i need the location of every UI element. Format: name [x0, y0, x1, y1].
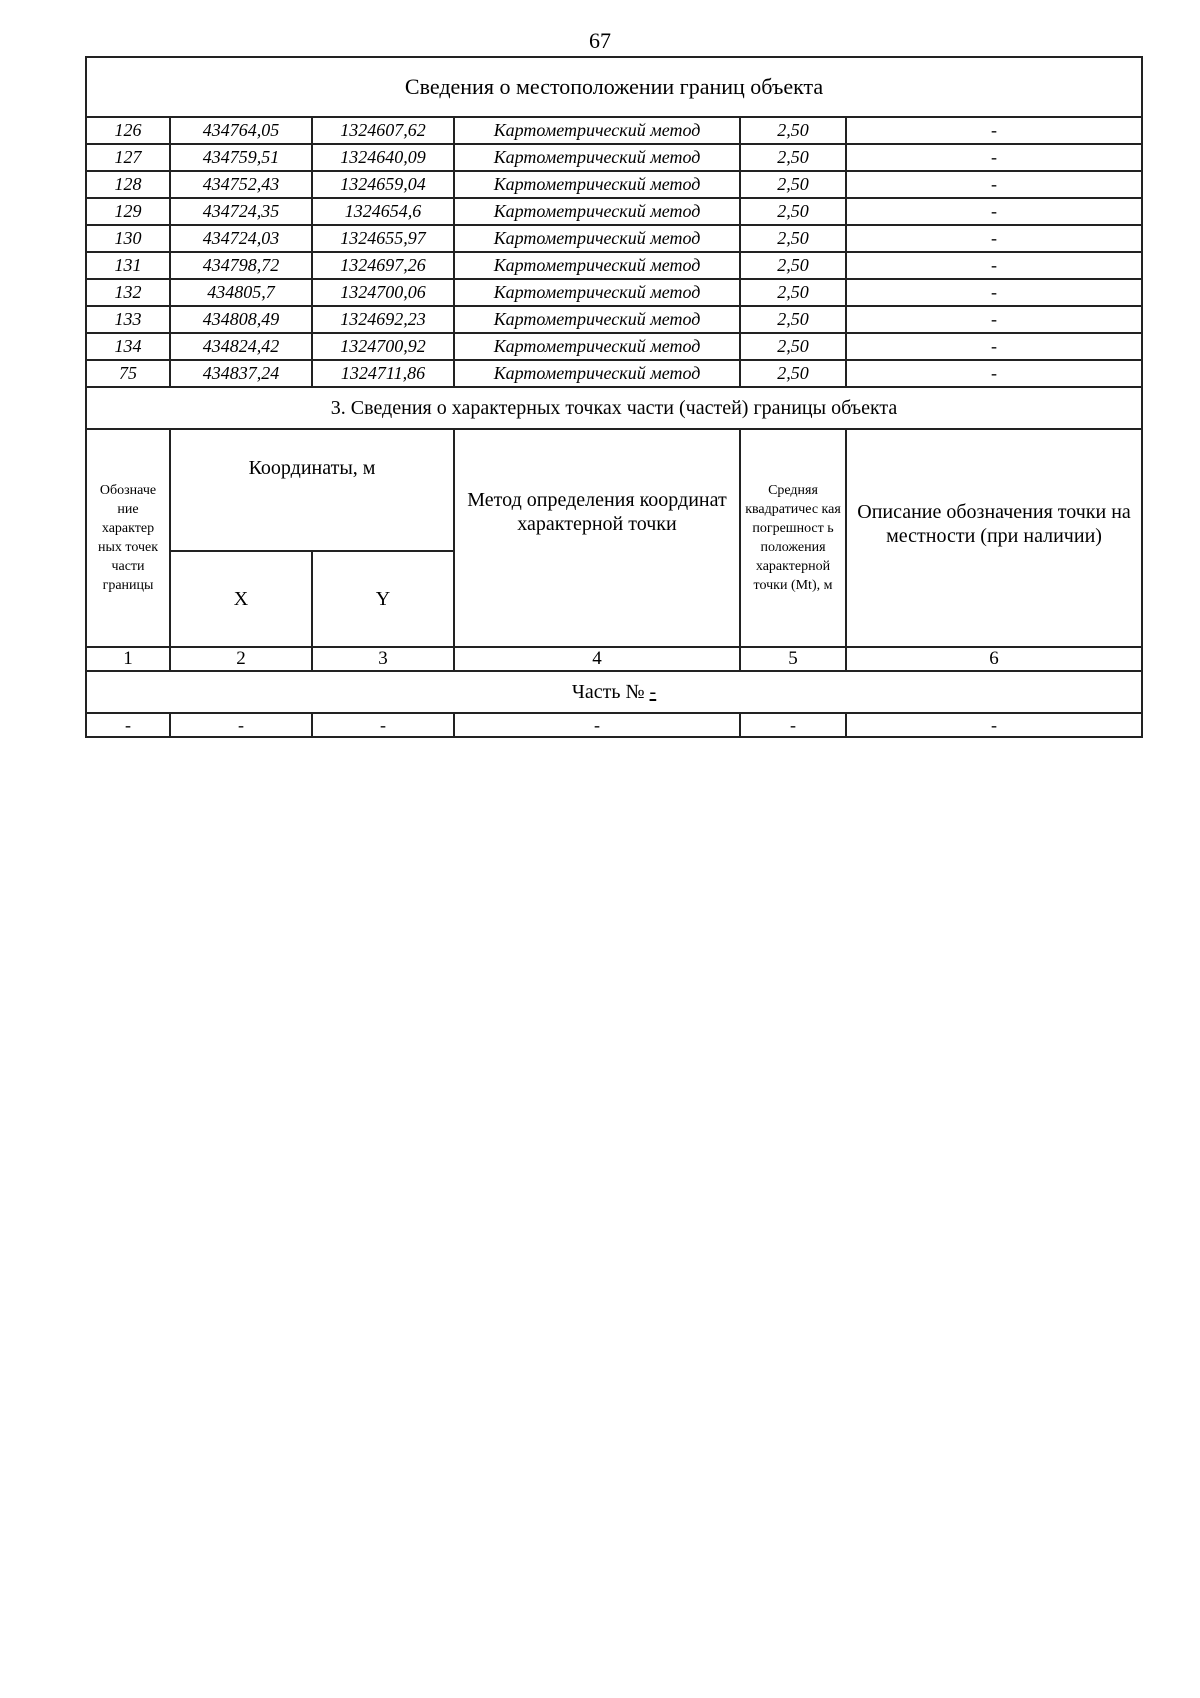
empty-cell: -	[740, 713, 846, 737]
cell-y: 1324655,97	[312, 225, 454, 252]
cell-description: -	[846, 279, 1142, 306]
cell-x: 434752,43	[170, 171, 312, 198]
cell-accuracy: 2,50	[740, 171, 846, 198]
cell-description: -	[846, 117, 1142, 144]
cell-x: 434837,24	[170, 360, 312, 387]
cell-y: 1324711,86	[312, 360, 454, 387]
cell-method: Картометрический метод	[454, 225, 740, 252]
header-accuracy: Средняя квадратичес кая погрешност ь положения характерной точки (Mt), м	[740, 429, 846, 647]
cell-point: 128	[86, 171, 170, 198]
empty-cell: -	[846, 713, 1142, 737]
cell-accuracy: 2,50	[740, 144, 846, 171]
cell-y: 1324607,62	[312, 117, 454, 144]
cell-accuracy: 2,50	[740, 333, 846, 360]
table-row	[86, 171, 1142, 198]
cell-method: Картометрический метод	[454, 171, 740, 198]
header-row-top	[86, 429, 1142, 551]
cell-accuracy: 2,50	[740, 279, 846, 306]
empty-cell: -	[86, 713, 170, 737]
cell-description: -	[846, 144, 1142, 171]
cell-accuracy: 2,50	[740, 117, 846, 144]
header-description: Описание обозначения точки на местности (при наличии)	[846, 429, 1142, 647]
cell-y: 1324700,06	[312, 279, 454, 306]
table-row	[86, 117, 1142, 144]
cell-x: 434764,05	[170, 117, 312, 144]
page-number: 67	[589, 28, 611, 53]
empty-part-row	[86, 713, 1142, 737]
cell-method: Картометрический метод	[454, 252, 740, 279]
cell-x: 434824,42	[170, 333, 312, 360]
empty-cell: -	[454, 713, 740, 737]
cell-description: -	[846, 198, 1142, 225]
cell-x: 434759,51	[170, 144, 312, 171]
cell-point: 130	[86, 225, 170, 252]
header-x: X	[170, 551, 312, 647]
section-title-row	[86, 57, 1142, 117]
cell-method: Картометрический метод	[454, 306, 740, 333]
cell-x: 434798,72	[170, 252, 312, 279]
cell-description: -	[846, 360, 1142, 387]
cell-description: -	[846, 225, 1142, 252]
table-row	[86, 279, 1142, 306]
column-number: 2	[170, 647, 312, 671]
cell-accuracy: 2,50	[740, 306, 846, 333]
boundary-table	[85, 56, 1143, 738]
cell-point: 132	[86, 279, 170, 306]
cell-method: Картометрический метод	[454, 117, 740, 144]
column-number: 6	[846, 647, 1142, 671]
cell-description: -	[846, 252, 1142, 279]
table-row	[86, 198, 1142, 225]
column-numbers-row	[86, 647, 1142, 671]
cell-x: 434808,49	[170, 306, 312, 333]
section-title: Сведения о местоположении границ объекта	[86, 57, 1142, 117]
table-row	[86, 333, 1142, 360]
cell-point: 134	[86, 333, 170, 360]
part-label: Часть №	[571, 680, 645, 703]
header-y: Y	[312, 551, 454, 647]
cell-y: 1324654,6	[312, 198, 454, 225]
cell-method: Картометрический метод	[454, 360, 740, 387]
cell-point: 75	[86, 360, 170, 387]
cell-description: -	[846, 306, 1142, 333]
cell-y: 1324692,23	[312, 306, 454, 333]
column-number: 5	[740, 647, 846, 671]
cell-y: 1324697,26	[312, 252, 454, 279]
table-row	[86, 360, 1142, 387]
table-row	[86, 144, 1142, 171]
table-row	[86, 225, 1142, 252]
cell-point: 129	[86, 198, 170, 225]
cell-method: Картометрический метод	[454, 198, 740, 225]
section3-title-row	[86, 387, 1142, 429]
cell-accuracy: 2,50	[740, 252, 846, 279]
cell-accuracy: 2,50	[740, 225, 846, 252]
part-value: -	[649, 680, 657, 703]
header-point-label: Обозначе ние характер ных точек части границы	[86, 429, 170, 647]
cell-y: 1324640,09	[312, 144, 454, 171]
cell-x: 434724,03	[170, 225, 312, 252]
cell-point: 131	[86, 252, 170, 279]
cell-method: Картометрический метод	[454, 144, 740, 171]
cell-y: 1324700,92	[312, 333, 454, 360]
empty-cell: -	[170, 713, 312, 737]
table-row	[86, 306, 1142, 333]
cell-accuracy: 2,50	[740, 360, 846, 387]
cell-y: 1324659,04	[312, 171, 454, 198]
part-cell	[86, 671, 1142, 713]
header-coordinates: Координаты, м	[170, 429, 454, 551]
cell-accuracy: 2,50	[740, 198, 846, 225]
cell-description: -	[846, 171, 1142, 198]
cell-method: Картометрический метод	[454, 333, 740, 360]
section3-title: 3. Сведения о характерных точках части (частей) границы объекта	[86, 387, 1142, 429]
cell-x: 434805,7	[170, 279, 312, 306]
part-row	[86, 671, 1142, 713]
cell-method: Картометрический метод	[454, 279, 740, 306]
column-number: 4	[454, 647, 740, 671]
cell-description: -	[846, 333, 1142, 360]
header-method: Метод определения координат характерной точки	[454, 429, 740, 647]
cell-point: 133	[86, 306, 170, 333]
column-number: 1	[86, 647, 170, 671]
column-number: 3	[312, 647, 454, 671]
cell-x: 434724,35	[170, 198, 312, 225]
cell-point: 126	[86, 117, 170, 144]
cell-point: 127	[86, 144, 170, 171]
empty-cell: -	[312, 713, 454, 737]
table-row	[86, 252, 1142, 279]
